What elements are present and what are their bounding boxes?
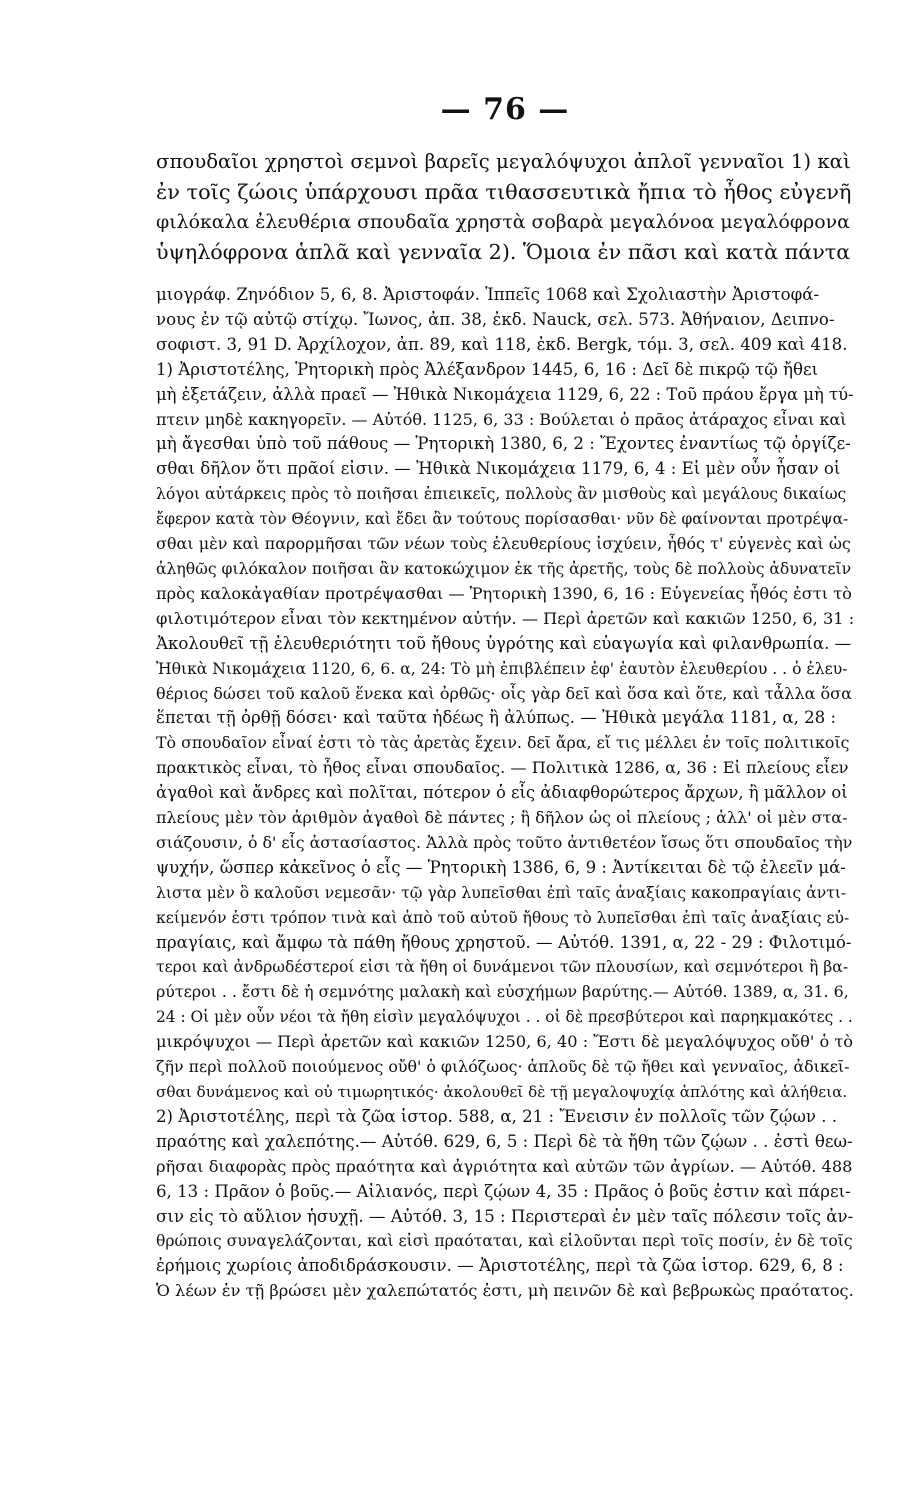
footnote-line: θρώποις συναγελάζονται, καὶ εἰσὶ πραόταται, καὶ εἰλοῦνται περὶ τοῖς ποσίν, ἐν δὲ τοῖς bbox=[156, 1232, 853, 1251]
footnote-line: πτειν μηδὲ κακηγορεῖν. — Αὐτόθ. 1125, 6, 33 : Βούλεται ὁ πρᾶος ἀτάραχος εἶναι καὶ bbox=[156, 409, 847, 429]
footnote-line: σοφιστ. 3, 91 D. Ἀρχίλοχον, ἀπ. 89, καὶ 118, ἐκδ. Bergk, τόμ. 3, σελ. 409 καὶ 418. bbox=[156, 334, 848, 354]
footnote-line: θέριος δώσει τοῦ καλοῦ ἕνεκα καὶ ὀρθῶς· οἷς γὰρ δεῖ καὶ ὅσα καὶ ὅτε, καὶ τἆλλα ὅσα bbox=[156, 683, 852, 703]
footnote-line: πλείους μὲν τὸν ἀριθμὸν ἀγαθοὶ δὲ πάντες ; ἢ δῆλον ὡς οἱ πλείους ; ἀλλ' οἱ μὲν στα- bbox=[156, 808, 848, 828]
footnote-line: ἀγαθοὶ καὶ ἄνδρες καὶ πολῖται, πότερον ὁ εἷς ἀδιαφθορώτερος ἄρχων, ἢ μᾶλλον οἱ bbox=[156, 783, 848, 803]
footnote-line: λόγοι αὐτάρκεις πρὸς τὸ ποιῆσαι ἐπιεικεῖς, πολλοὺς ἂν μισθοὺς καὶ μεγάλους δικαίως bbox=[156, 485, 847, 504]
footnote-line: Ὁ λέων ἐν τῇ βρώσει μὲν χαλεπώτατός ἐστι, μὴ πεινῶν δὲ καὶ βεβρωκὼς πραότατος. bbox=[156, 1281, 854, 1301]
footnote-line: ρῆσαι διαφορὰς πρὸς πραότητα καὶ ἀγριότητα καὶ αὐτῶν τῶν ἀγρίων. — Αὐτόθ. 488 bbox=[156, 1156, 853, 1176]
main-text bbox=[156, 147, 854, 267]
footnote-line: Ἀκολουθεῖ τῇ ἐλευθεριότητι τοῦ ἤθους ὑγρότης καὶ εὐαγωγία καὶ φιλανθρωπία. — bbox=[156, 633, 852, 653]
footnote-line: κείμενόν ἐστι τρόπον τινὰ καὶ ἀπὸ τοῦ αὐτοῦ ἤθους τὸ λυπεῖσθαι ἐπὶ ταῖς ἀναξίαις εὐ- bbox=[156, 908, 850, 927]
footnote-line: ζῆν περὶ πολλοῦ ποιούμενος οὔθ' ὁ φιλόζωος· ἁπλοῦς δὲ τῷ ἤθει καὶ γενναῖος, ἀδικεῖ- bbox=[156, 1057, 850, 1077]
footnote-line: ρύτεροι . . ἔστι δὲ ἡ σεμνότης μαλακὴ καὶ εὐσχήμων βαρύτης.— Αὐτόθ. 1389, α, 31. 6, bbox=[156, 982, 849, 1002]
footnote-line: 24 : Οἱ μὲν οὖν νέοι τὰ ἤθη εἰσὶν μεγαλόψυχοι . . οἱ δὲ πρεσβύτεροι καὶ παρηκμακότες . . bbox=[156, 1008, 853, 1027]
main-text-line: ὑψηλόφρονα ἁπλᾶ καὶ γενναῖα 2). Ὅμοια ἐν πᾶσι καὶ κατὰ πάντα bbox=[156, 240, 851, 264]
footnote-line: πρὸς καλοκἀγαθίαν προτρέψασθαι — Ῥητορικὴ 1390, 6, 16 : Εὐγενείας ἦθός ἐστι τὸ bbox=[156, 583, 852, 603]
footnote-line: σθαι δῆλον ὅτι πρᾶοί εἰσιν. — Ἠθικὰ Νικομάχεια 1179, 6, 4 : Εἰ μὲν οὖν ἦσαν οἱ bbox=[156, 459, 841, 479]
footnote-line: σθαι δυνάμενος καὶ οὐ τιμωρητικός· ἀκολουθεῖ δὲ τῇ μεγαλοψυχίᾳ ἁπλότης καὶ ἀλήθεια. bbox=[156, 1083, 848, 1101]
footnote-line: μικρόψυχοι — Περὶ ἀρετῶν καὶ κακιῶν 1250, 6, 40 : Ἔστι δὲ μεγαλόψυχος οὔθ' ὁ τὸ bbox=[156, 1032, 854, 1052]
page-number: — 76 — bbox=[440, 92, 570, 127]
footnote-line: μὴ ἄγεσθαι ὑπὸ τοῦ πάθους — Ῥητορικὴ 1380, 6, 2 : Ἔχοντες ἐναντίως τῷ ὀργίζε- bbox=[156, 434, 851, 454]
footnote-line: ψυχήν, ὥσπερ κἀκεῖνος ὁ εἷς — Ῥητορικὴ 1386, 6, 9 : Ἀντίκειται δὲ τῷ ἐλεεῖν μά- bbox=[156, 857, 846, 877]
footnote-line: φιλοτιμότερον εἶναι τὸν κεκτημένον αὐτήν. — Περὶ ἀρετῶν καὶ κακιῶν 1250, 6, 31 : bbox=[156, 608, 855, 628]
footnote-line: Τὸ σπουδαῖον εἶναί ἐστι τὸ τὰς ἀρετὰς ἔχειν. δεῖ ἄρα, εἴ τις μέλλει ἐν τοῖς πολιτικοῖς bbox=[156, 733, 850, 753]
footnote-line: 6, 13 : Πρᾶον ὁ βοῦς.— Αἰλιανός, περὶ ζῴων 4, 35 : Πρᾶος ὁ βοῦς ἐστιν καὶ πάρει- bbox=[156, 1181, 851, 1201]
footnote-line: σθαι μὲν καὶ παρορμῆσαι τῶν νέων τοὺς ἐλευθερίους ἰσχύειν, ἦθός τ' εὐγενὲς καὶ ὡς bbox=[156, 534, 851, 554]
footnotes bbox=[156, 283, 854, 1304]
footnote-line: ἐρήμοις χωρίοις ἀποδιδράσκουσιν. — Ἀριστοτέλης, περὶ τὰ ζῶα ἱστορ. 629, 6, 8 : bbox=[156, 1256, 844, 1276]
footnote-line: τεροι καὶ ἀνδρωδέστεροί εἰσι τὰ ἤθη οἱ δυνάμενοι τῶν πλουσίων, καὶ σεμνότεροι ἢ βα- bbox=[156, 958, 849, 977]
footnote-line: ἕπεται τῇ ὀρθῇ δόσει· καὶ ταῦτα ἡδέως ἢ ἀλύπως. — Ἠθικὰ μεγάλα 1181, α, 28 : bbox=[156, 708, 837, 728]
footnote-line: σιάζουσιν, ὁ δ' εἷς ἀστασίαστος. Ἀλλὰ πρὸς τοῦτο ἀντιθετέον ἴσως ὅτι σπουδαῖος τὴν bbox=[156, 832, 853, 852]
main-text-line: σπουδαῖοι χρηστοὶ σεμνοὶ βαρεῖς μεγαλόψυχοι ἁπλοῖ γενναῖοι 1) καὶ bbox=[156, 150, 851, 173]
footnote-line: ἀληθῶς φιλόκαλον ποιῆσαι ἂν κατοκώχιμον ἐκ τῆς ἀρετῆς, τοὺς δὲ πολλοὺς ἀδυνατεῖν bbox=[156, 559, 852, 578]
footnote-line: νους ἐν τῷ αὐτῷ στίχῳ. Ἴωνος, ἀπ. 38, ἐκδ. Nauck, σελ. 573. Ἀθήναιον, Δειπνο- bbox=[156, 309, 835, 329]
main-text-line: φιλόκαλα ἐλευθέρια σπουδαῖα χρηστὰ σοβαρὰ μεγαλόνοα μεγαλόφρονα bbox=[156, 211, 850, 233]
footnote-line: ἔφερον κατὰ τὸν Θέογνιν, καὶ ἔδει ἂν τούτους πορίσασθαι· νῦν δὲ φαίνονται προτρέψα- bbox=[156, 510, 849, 529]
footnote-line: 1) Ἀριστοτέλης, Ῥητορικὴ πρὸς Ἀλέξανδρον 1445, 6, 16 : Δεῖ δὲ πικρῷ τῷ ἤθει bbox=[156, 359, 819, 379]
footnote-line: σιν εἰς τὸ αὔλιον ἡσυχῇ. — Αὐτόθ. 3, 15 : Περιστεραὶ ἐν μὲν ταῖς πόλεσιν τοῖς ἀν- bbox=[156, 1206, 854, 1226]
footnote-line: 2) Ἀριστοτέλης, περὶ τὰ ζῶα ἱστορ. 588, α, 21 : Ἔνεισιν ἐν πολλοῖς τῶν ζῴων . . bbox=[156, 1106, 838, 1126]
footnote-line: μὴ ἐξετάζειν, ἀλλὰ πραεῖ — Ἠθικὰ Νικομάχεια 1129, 6, 22 : Τοῦ πράου ἔργα μὴ τύ- bbox=[156, 384, 854, 404]
main-text-line: ἐν τοῖς ζώοις ὑπάρχουσι πρᾶα τιθασσευτικὰ ἤπια τὸ ἦθος εὐγενῆ bbox=[156, 180, 852, 204]
footnote-line: λιστα μὲν ὃ καλοῦσι νεμεσᾶν· τῷ γὰρ λυπεῖσθαι ἐπὶ ταῖς ἀναξίαις κακοπραγίαις ἀντι- bbox=[156, 883, 847, 902]
footnote-line: πρακτικὸς εἶναι, τὸ ἦθος εἶναι σπουδαῖος. — Πολιτικὰ 1286, α, 36 : Εἰ πλείους εἶεν bbox=[156, 758, 849, 778]
footnote-line: Ἠθικὰ Νικομάχεια 1120, 6, 6. α, 24: Τὸ μὴ ἐπιβλέπειν ἐφ' ἑαυτὸν ἐλευθερίου . . ὁ ἐλευ- bbox=[156, 659, 848, 678]
footnote-line: πραότης καὶ χαλεπότης.— Αὐτόθ. 629, 6, 5 : Περὶ δὲ τὰ ἤθη τῶν ζῴων . . ἐστὶ θεω- bbox=[156, 1131, 853, 1151]
footnote-line: πραγίαις, καὶ ἄμφω τὰ πάθη ἤθους χρηστοῦ. — Αὐτόθ. 1391, α, 22 - 29 : Φιλοτιμό- bbox=[156, 932, 852, 952]
footnote-line: μιογράφ. Ζηνόδιον 5, 6, 8. Ἀριστοφάν. Ἱππεῖς 1068 καὶ Σχολιαστὴν Ἀριστοφά- bbox=[156, 285, 820, 304]
